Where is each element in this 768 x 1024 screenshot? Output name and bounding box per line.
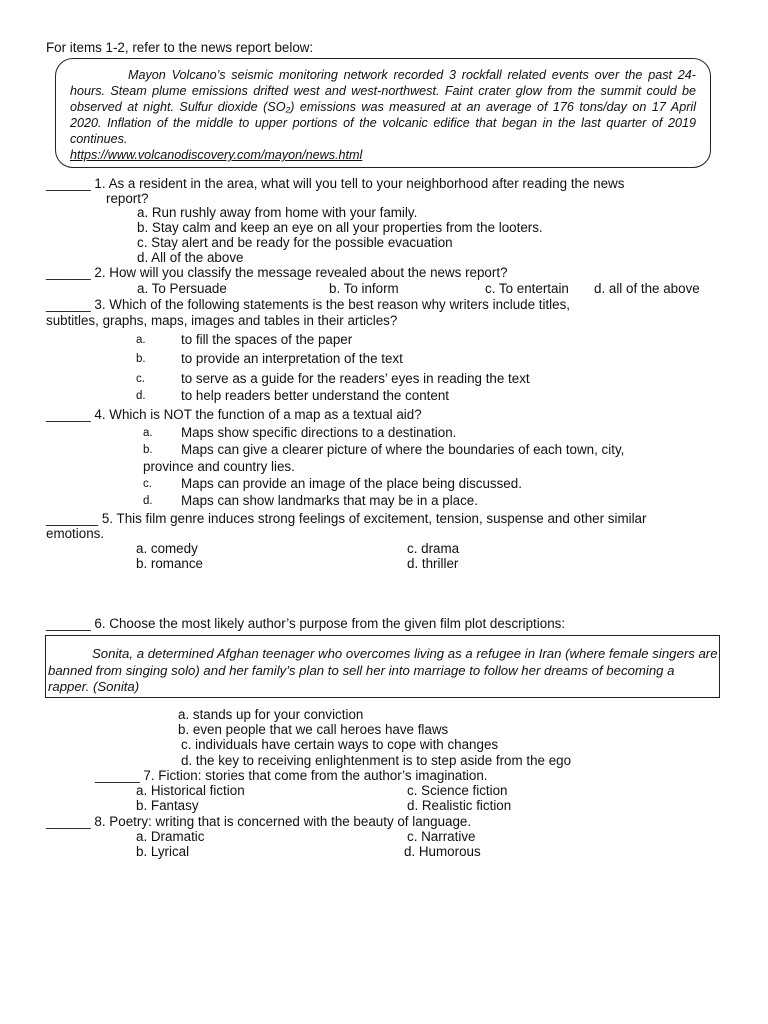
q4-option-d-letter: d. <box>143 495 153 507</box>
q3-option-a[interactable]: to fill the spaces of the paper <box>181 332 353 347</box>
question-2 <box>46 265 508 280</box>
q1-option-c[interactable]: c. Stay alert and be ready for the possible evacuation <box>137 235 453 250</box>
q7-option-d[interactable]: d. Realistic fiction <box>407 798 512 813</box>
question-1-stem: 1. As a resident in the area, what will you tell to your neighborhood after reading the news <box>94 176 625 191</box>
answer-blank-2[interactable]: ______ <box>46 265 91 280</box>
q1-option-a[interactable]: a. Run rushly away from home with your family. <box>137 205 418 220</box>
q8-option-a[interactable]: a. Dramatic <box>136 829 205 844</box>
question-1-stem-cont: report? <box>106 191 149 206</box>
question-7-stem: 7. Fiction: stories that come from the author’s imagination. <box>143 768 488 783</box>
q3-option-b-letter: b. <box>136 353 146 365</box>
q4-option-a-letter: a. <box>143 427 153 439</box>
q4-option-c-letter: c. <box>143 478 152 490</box>
q4-option-a[interactable]: Maps show specific directions to a destination. <box>181 425 457 440</box>
news-report-box <box>55 58 711 168</box>
q3-option-d[interactable]: to help readers better understand the content <box>181 388 449 403</box>
news-source-link[interactable]: https://www.volcanodiscovery.com/mayon/news.html <box>70 148 363 162</box>
question-7 <box>95 768 488 783</box>
q7-option-b[interactable]: b. Fantasy <box>136 798 199 813</box>
intro-text: For items 1-2, refer to the news report below: <box>46 40 314 55</box>
film-plot-box <box>45 635 720 698</box>
q7-option-a[interactable]: a. Historical fiction <box>136 783 245 798</box>
question-3-stem-cont: subtitles, graphs, maps, images and tables in their articles? <box>46 313 398 328</box>
q7-option-c[interactable]: c. Science fiction <box>407 783 508 798</box>
q4-option-b[interactable]: Maps can give a clearer picture of where the boundaries of each town, city, <box>181 442 625 457</box>
question-3-stem: 3. Which of the following statements is the best reason why writers include titles, <box>94 297 571 312</box>
answer-blank-1[interactable]: ______ <box>46 176 91 191</box>
q2-option-b[interactable]: b. To inform <box>329 281 399 296</box>
q3-option-c[interactable]: to serve as a guide for the readers’ eyes in reading the text <box>181 371 530 386</box>
q3-option-b[interactable]: to provide an interpretation of the text <box>181 351 403 366</box>
q1-option-d[interactable]: d. All of the above <box>137 250 244 265</box>
q8-option-b[interactable]: b. Lyrical <box>136 844 190 859</box>
q2-option-a[interactable]: a. To Persuade <box>137 281 227 296</box>
q8-option-d[interactable]: d. Humorous <box>404 844 481 859</box>
news-report-text: Mayon Volcano’s seismic monitoring network recorded 3 rockfall related events over the past 24-hours. Steam plume emissions drifted west and west-northwest. Faint crater glow from the summit could be observed at night. Sulfur dioxide (SO₂) emissions was measured at an average of 176 tons/day on 17 April 2020. Inflation of the middle to upper portions of the volcanic edifice that began in the last quarter of 2019 continues. <box>70 68 696 146</box>
q6-option-b[interactable]: b. even people that we call heroes have flaws <box>178 722 449 737</box>
question-4-stem: 4. Which is NOT the function of a map as a textual aid? <box>94 407 422 422</box>
q5-option-c[interactable]: c. drama <box>407 541 460 556</box>
answer-blank-4[interactable]: ______ <box>46 407 91 422</box>
question-1 <box>46 176 624 191</box>
q5-option-d[interactable]: d. thriller <box>407 556 459 571</box>
q8-option-c[interactable]: c. Narrative <box>407 829 476 844</box>
q1-option-b[interactable]: b. Stay calm and keep an eye on all your properties from the looters. <box>137 220 543 235</box>
q3-option-c-letter: c. <box>136 373 145 385</box>
q6-option-a[interactable]: a. stands up for your conviction <box>178 707 364 722</box>
question-8-stem: 8. Poetry: writing that is concerned with the beauty of language. <box>94 814 472 829</box>
q4-option-c[interactable]: Maps can provide an image of the place being discussed. <box>181 476 522 491</box>
q5-option-b[interactable]: b. romance <box>136 556 203 571</box>
q4-option-b-cont: province and country lies. <box>143 459 295 474</box>
question-5-stem-cont: emotions. <box>46 526 105 541</box>
question-8 <box>46 814 471 829</box>
q3-option-a-letter: a. <box>136 334 146 346</box>
film-plot-text: Sonita, a determined Afghan teenager who overcomes living as a refugee in Iran (where female singers are banned from singing solo) and her family’s plan to sell her into marriage to follow her dreams of becoming a rapper. (Sonita) <box>48 646 718 694</box>
q3-option-d-letter: d. <box>136 390 146 402</box>
question-2-stem: 2. How will you classify the message revealed about the news report? <box>94 265 508 280</box>
q4-option-b-letter: b. <box>143 444 153 456</box>
answer-blank-3[interactable]: ______ <box>46 297 91 312</box>
answer-blank-6[interactable]: ______ <box>46 616 91 631</box>
q4-option-d[interactable]: Maps can show landmarks that may be in a place. <box>181 493 478 508</box>
question-6 <box>46 616 565 631</box>
q5-option-a[interactable]: a. comedy <box>136 541 198 556</box>
q2-option-c[interactable]: c. To entertain <box>485 281 569 296</box>
q6-option-d[interactable]: d. the key to receiving enlightenment is to step aside from the ego <box>181 753 572 768</box>
question-4 <box>46 407 422 422</box>
answer-blank-8[interactable]: ______ <box>46 814 91 829</box>
answer-blank-7[interactable]: ______ <box>95 768 140 783</box>
q2-option-d[interactable]: d. all of the above <box>594 281 700 296</box>
question-6-stem: 6. Choose the most likely author’s purpose from the given film plot descriptions: <box>94 616 566 631</box>
question-5 <box>46 511 646 526</box>
answer-blank-5[interactable]: _______ <box>46 511 99 526</box>
q6-option-c[interactable]: c. individuals have certain ways to cope with changes <box>181 737 499 752</box>
question-5-stem: 5. This film genre induces strong feelings of excitement, tension, suspense and other similar <box>101 511 647 526</box>
question-3 <box>46 297 570 312</box>
